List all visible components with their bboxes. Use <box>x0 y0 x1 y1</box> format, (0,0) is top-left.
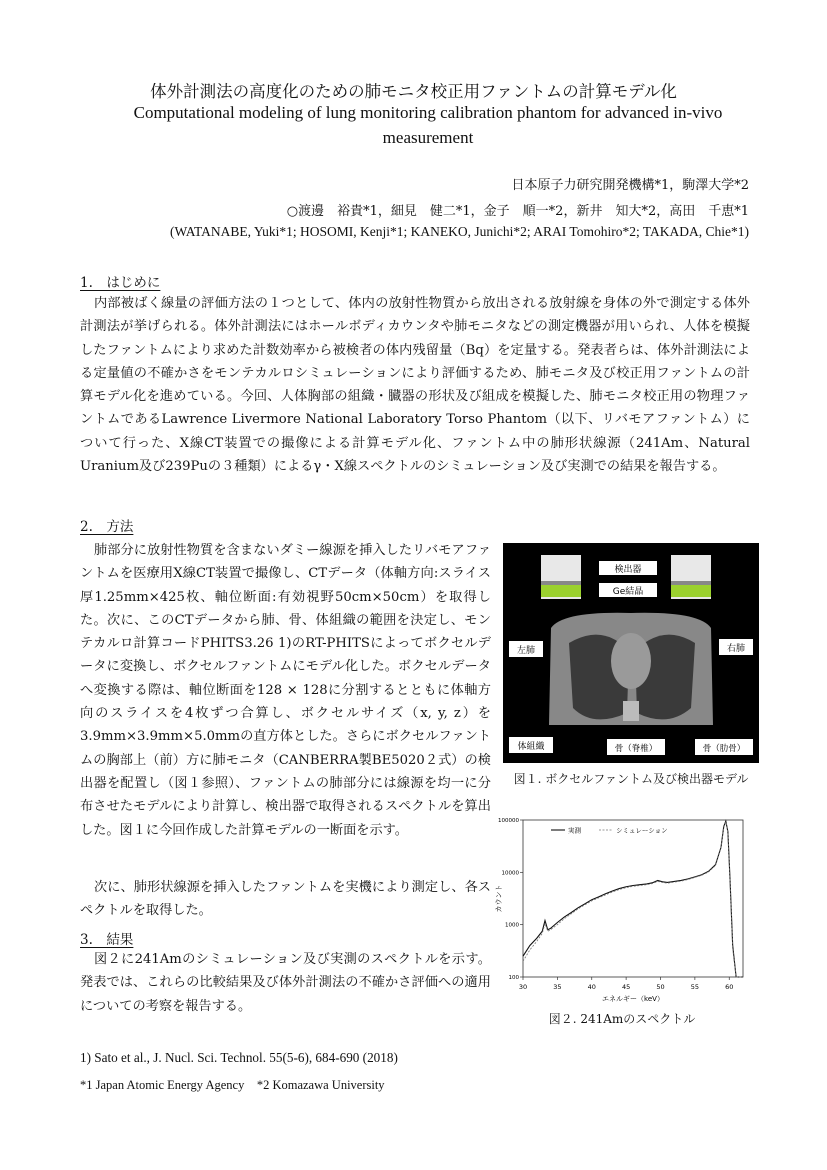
section-1-heading: 1. はじめに <box>80 275 161 291</box>
y-tick-label: 100000 <box>498 818 519 824</box>
section-2-text-2: 次に、肺形状線源を挿入したファントムを実機により測定し、各スペクトルを取得した。 <box>80 880 491 919</box>
paper-title-jp: 体外計測法の高度化のための肺モニタ校正用ファントムの計算モデル化 <box>150 82 677 101</box>
authors-jp: ○渡邊 裕貴*1，細見 健二*1，金子 順一*2，新井 知大*2，高田 千恵*1 <box>286 204 749 219</box>
legend-label: シミュレーション <box>616 826 668 835</box>
x-tick-label: 55 <box>690 983 700 991</box>
affiliation-line: 日本原子力研究開発機構*1，駒澤大学*2 <box>511 178 749 193</box>
x-tick-label: 60 <box>725 983 734 991</box>
x-tick-label: 40 <box>587 983 596 991</box>
x-tick-label: 30 <box>518 983 528 991</box>
figure-1-caption: 図１. ボクセルファントム及び検出器モデル <box>513 772 749 786</box>
section-3-text: 図２に241Amのシミュレーション及び実測のスペクトルを示す。発表では、これらの比較結果及び体外計測法の不確かさ評価への適用についての考察を報告する。 <box>80 952 491 1014</box>
y-tick-label: 100 <box>508 975 519 981</box>
figure-1-voxel-phantom <box>503 543 759 763</box>
figure-2-spectrum-chart <box>493 812 751 1007</box>
detector-window-left <box>541 581 581 585</box>
section-1-text: 内部被ばく線量の評価方法の１つとして、体内の放射性物質から放出される放射線を身体の外で測定する体外計測法が挙げられる。体外計測法にはホールボディカウンタや肺モニタなどの測定機器が用いられ、人体を模擬したファントムにより求めた計数効率から被検者の体内残留量（Bq）を定量する。発表者らは、体外計測法による定量値の不確かさをモンテカルロシミュレーションにより評価するため、肺モニタ及び校正用ファントムの計算モデル化を進めている。今回、人体胸部の組織・臓器の形状及び組成を模擬した、肺モニタ校正用の物理ファントムであるLawrence Livermore National Laboratory Torso Phantom（以下、リバモアファントム）について行った、X線CT装置での撮像による計算モデル化、ファントム中の肺形状線源（241Am、Natural Uranium及び239Puの３種類）によるγ・X線スペクトルのシミュレーション及び実測での結果を報告する。 <box>80 296 750 475</box>
voxel-phantom-image <box>503 543 759 763</box>
legend-label: 実測 <box>568 826 581 835</box>
rib-label: 骨（肋骨） <box>702 744 746 754</box>
plot-frame <box>523 820 743 977</box>
spine-region <box>623 701 639 721</box>
x-tick-label: 35 <box>553 983 562 991</box>
reference-1: 1) Sato et al., J. Nucl. Sci. Technol. 55(5-6), 684-690 (2018) <box>80 1050 398 1065</box>
series-line-simulation <box>523 822 743 977</box>
ge-crystal-left <box>541 585 581 597</box>
x-tick-label: 45 <box>621 983 631 991</box>
detector-label: 検出器 <box>614 565 642 575</box>
spine-label: 骨（脊椎） <box>614 744 658 754</box>
section-2-text: 肺部分に放射性物質を含まないダミー線源を挿入したリバモアファントムを医療用X線CT装置で撮像し、CTデータ（体軸方向:スライス厚1.25mm×425枚、軸位断面:有効視野50cm×50cm）を取得した。次に、このCTデータから肺、骨、体組織の範囲を決定し、モンテカルロ計算コードPHITS3.26 1)のRT-PHITSによってボクセルデータに変換し、ボクセルファントムにモデル化した。ボクセルデータへ変換する際は、軸位断面を128 × 128に分割するとともに体軸方向のスライスを4枚ずつ合算し、ボクセルサイズ（x, y, z）を3.9mm×3.9mm×5.0mmの直方体とした。さらにボクセルファントムの胸部上（前）方に肺モニタ（CANBERRA製BE5020２式）の検出器を配置し（図１参照）、ファントムの肺部分には線源を均一に分布させたモデルにより計算し、検出器で取得されるスペクトルを算出した。図１に今回作成した計算モデルの一断面を示す。 <box>80 543 491 838</box>
left-lung-label: 左肺 <box>516 646 536 656</box>
body-tissue-label: 体組織 <box>517 742 545 752</box>
x-axis-label: エネルギー（keV） <box>602 995 664 1003</box>
x-tick-label: 50 <box>656 983 665 991</box>
section-3-heading: 3. 結果 <box>80 932 134 948</box>
y-tick-label: 10000 <box>501 870 519 877</box>
paper-title-en: Computational modeling of lung monitoring calibration phantom for advanced in-vivo measurement <box>133 103 723 147</box>
heart-region <box>611 633 651 689</box>
detector-window-right <box>671 581 711 585</box>
y-tick-label: 1000 <box>505 922 519 929</box>
crystal-label: Ge結晶 <box>612 587 644 597</box>
figure-2-caption: 図２. 241Amのスペクトル <box>548 1012 696 1026</box>
series-line-measured <box>523 821 743 977</box>
affiliation-footnote: *1 Japan Atomic Energy Agency *2 Komazawa University <box>80 1078 385 1092</box>
authors-en: (WATANABE, Yuki*1; HOSOMI, Kenji*1; KANEKO, Junichi*2; ARAI Tomohiro*2; TAKADA, Chie*1) <box>170 224 749 239</box>
right-lung-label: 右肺 <box>726 644 746 654</box>
spectrum-svg <box>493 812 751 1007</box>
ge-crystal-right <box>671 585 711 597</box>
y-axis-label: カウント <box>495 884 503 913</box>
section-2-heading: 2. 方法 <box>80 519 134 535</box>
